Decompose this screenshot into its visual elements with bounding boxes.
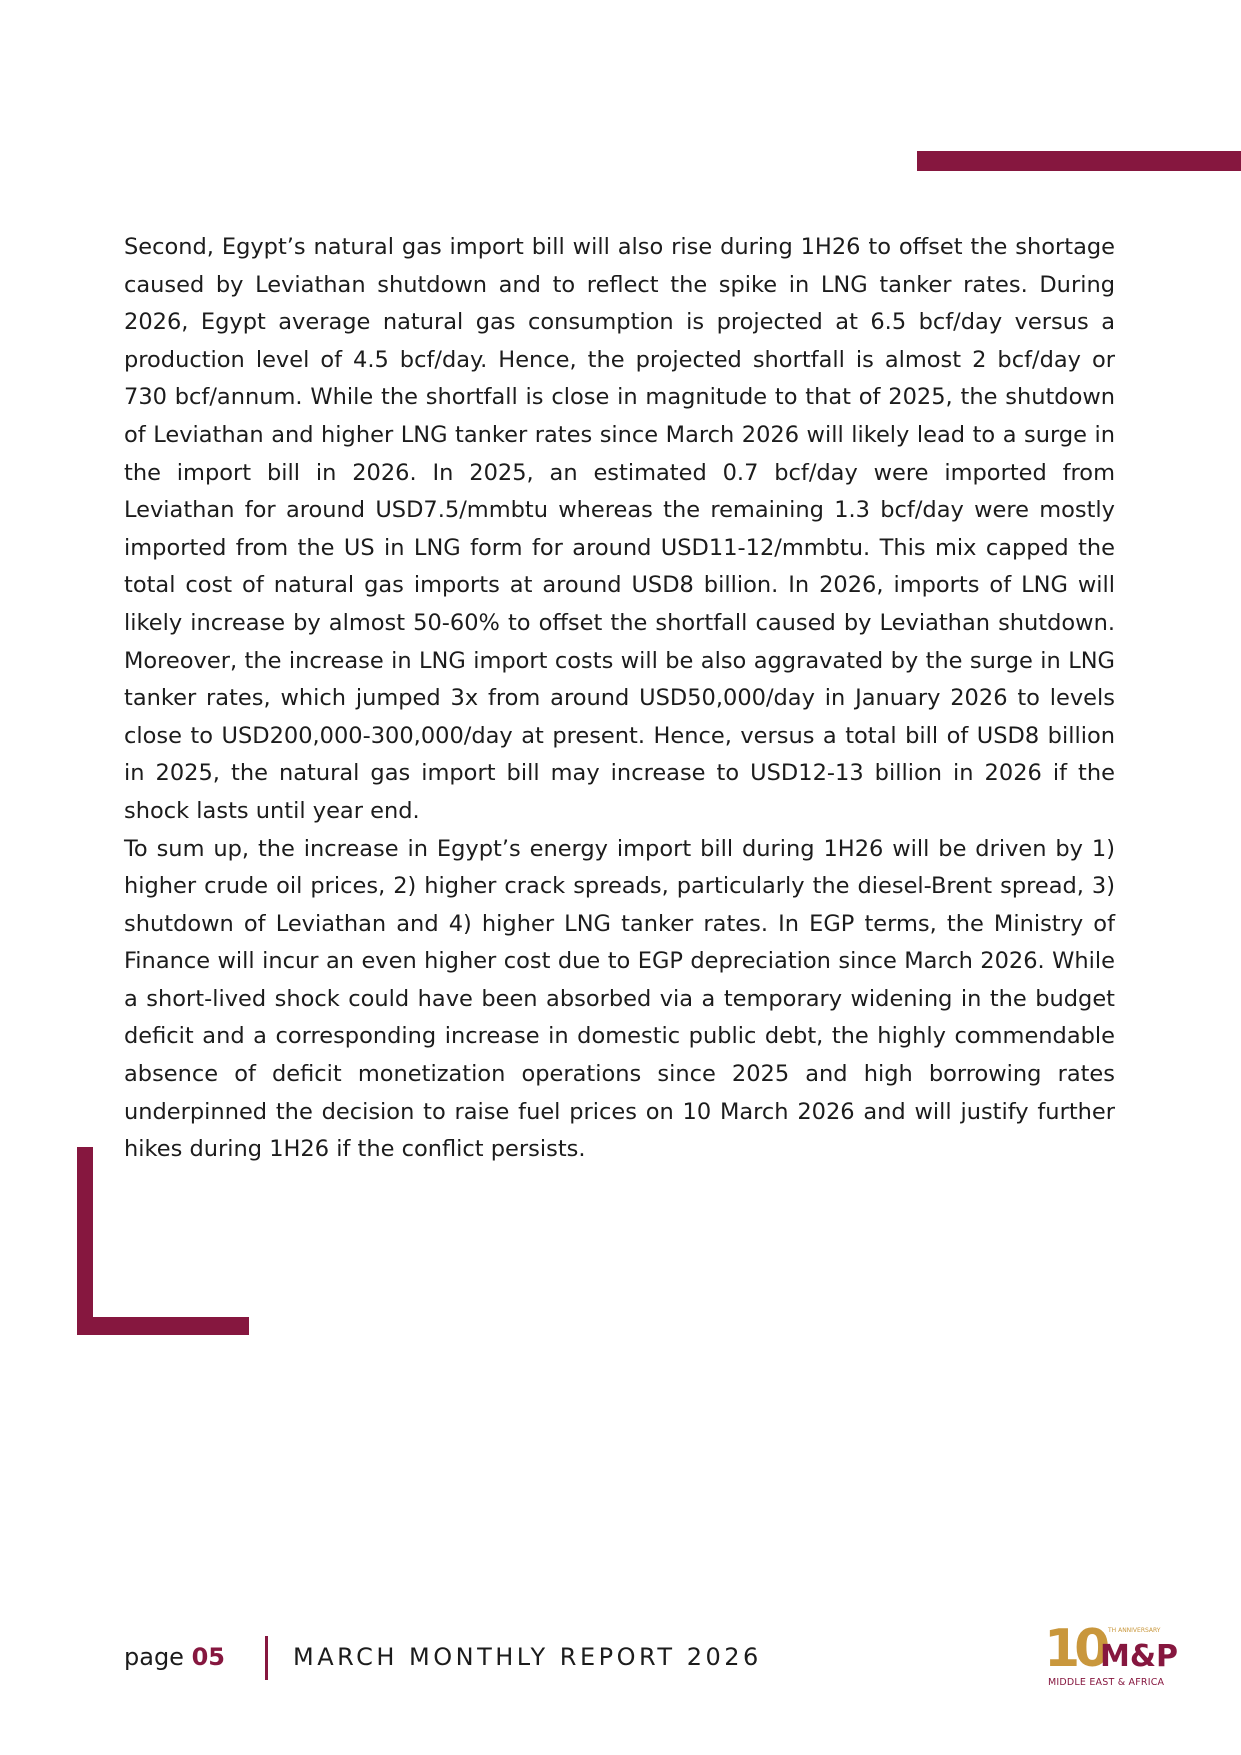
mp-logo bbox=[1040, 1619, 1190, 1691]
report-title: MARCH MONTHLY REPORT 2026 bbox=[293, 1643, 762, 1671]
page-number: 05 bbox=[191, 1643, 225, 1671]
paragraph-natural-gas: Second, Egypt’s natural gas import bill will also rise during 1H26 to offset the shortage caused by Leviathan shutdown and to reflect the spike in LNG tanker rates. During 2026, Egypt average natural gas consumption is projected at 6.5 bcf/day versus a production level of 4.5 bcf/day. Hence, the projected shortfall is almost 2 bcf/day or 730 bcf/annum. While the shortfall is close in magnitude to that of 2025, the shutdown of Leviathan and higher LNG tanker rates since March 2026 will likely lead to a surge in the import bill in 2026. In 2025, an estimated 0.7 bcf/day were imported from Leviathan for around USD7.5/mmbtu whereas the remaining 1.3 bcf/day were mostly imported from the US in LNG form for around USD11-12/mmbtu. This mix capped the total cost of natural gas imports at around USD8 billion. In 2026, imports of LNG will likely increase by almost 50-60% to offset the shortfall caused by Leviathan shutdown. Moreover, the increase in LNG import costs will be also aggravated by the surge in LNG tanker rates, which jumped 3x from around USD50,000/day in January 2026 to levels close to USD200,000-300,000/day at present. Hence, versus a total bill of USD8 billion in 2025, the natural gas import bill may increase to USD12-13 billion in 2026 if the shock lasts until year end. bbox=[124, 234, 1115, 824]
logo-brand: M&P bbox=[1100, 1639, 1179, 1674]
report-body bbox=[124, 229, 1115, 1169]
logo-anniversary-label: TH ANNIVERSARY bbox=[1108, 1627, 1161, 1634]
left-bracket-vertical bbox=[77, 1147, 93, 1335]
page-label bbox=[124, 1643, 225, 1671]
page-footer bbox=[124, 1636, 824, 1680]
left-bracket-horizontal bbox=[77, 1317, 249, 1335]
page-prefix: page bbox=[124, 1643, 184, 1671]
logo-subtitle: MIDDLE EAST & AFRICA bbox=[1048, 1677, 1165, 1688]
top-accent-bar bbox=[917, 151, 1241, 171]
paragraph-summary: To sum up, the increase in Egypt’s energy import bill during 1H26 will be driven by 1) higher crude oil prices, 2) higher crack spreads, particularly the diesel-Brent spread, 3) shutdown of Leviathan and 4) higher LNG tanker rates. In EGP terms, the Ministry of Finance will incur an even higher cost due to EGP depreciation since March 2026. While a short-lived shock could have been absorbed via a temporary widening in the budget deficit and a corresponding increase in domestic public debt, the highly commendable absence of deficit monetization operations since 2025 and high borrowing rates underpinned the decision to raise fuel prices on 10 March 2026 and will justify further hikes during 1H26 if the conflict persists. bbox=[124, 835, 1115, 1163]
logo-anniversary-number: 10 bbox=[1044, 1619, 1105, 1679]
footer-divider bbox=[265, 1636, 268, 1680]
